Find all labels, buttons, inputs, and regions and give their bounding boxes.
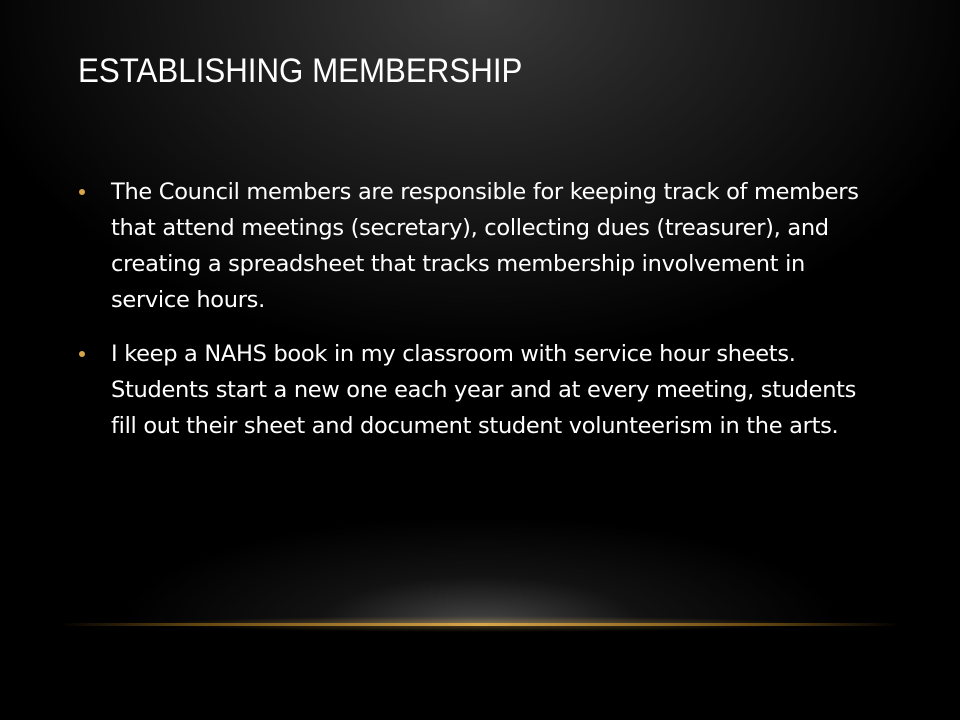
floor-line <box>60 623 900 626</box>
bullet-dot-icon <box>79 189 85 195</box>
bullet-list <box>78 174 878 462</box>
bullet-dot-icon <box>79 351 85 357</box>
floor-glow <box>80 520 880 626</box>
bullet-item <box>78 174 878 318</box>
bullet-text: I keep a NAHS book in my classroom with service hour sheets. Students start a new one each year and at every meeting, students fill out their sheet and document student volunteerism in the arts. <box>111 341 857 439</box>
bullet-text: The Council members are responsible for keeping track of members that attend meetings (secretary), collecting dues (treasurer), and creating a spreadsheet that tracks membership involvement in service hours. <box>111 179 859 313</box>
slide-title: ESTABLISHING MEMBERSHIP <box>78 52 523 90</box>
bullet-item <box>78 336 878 444</box>
